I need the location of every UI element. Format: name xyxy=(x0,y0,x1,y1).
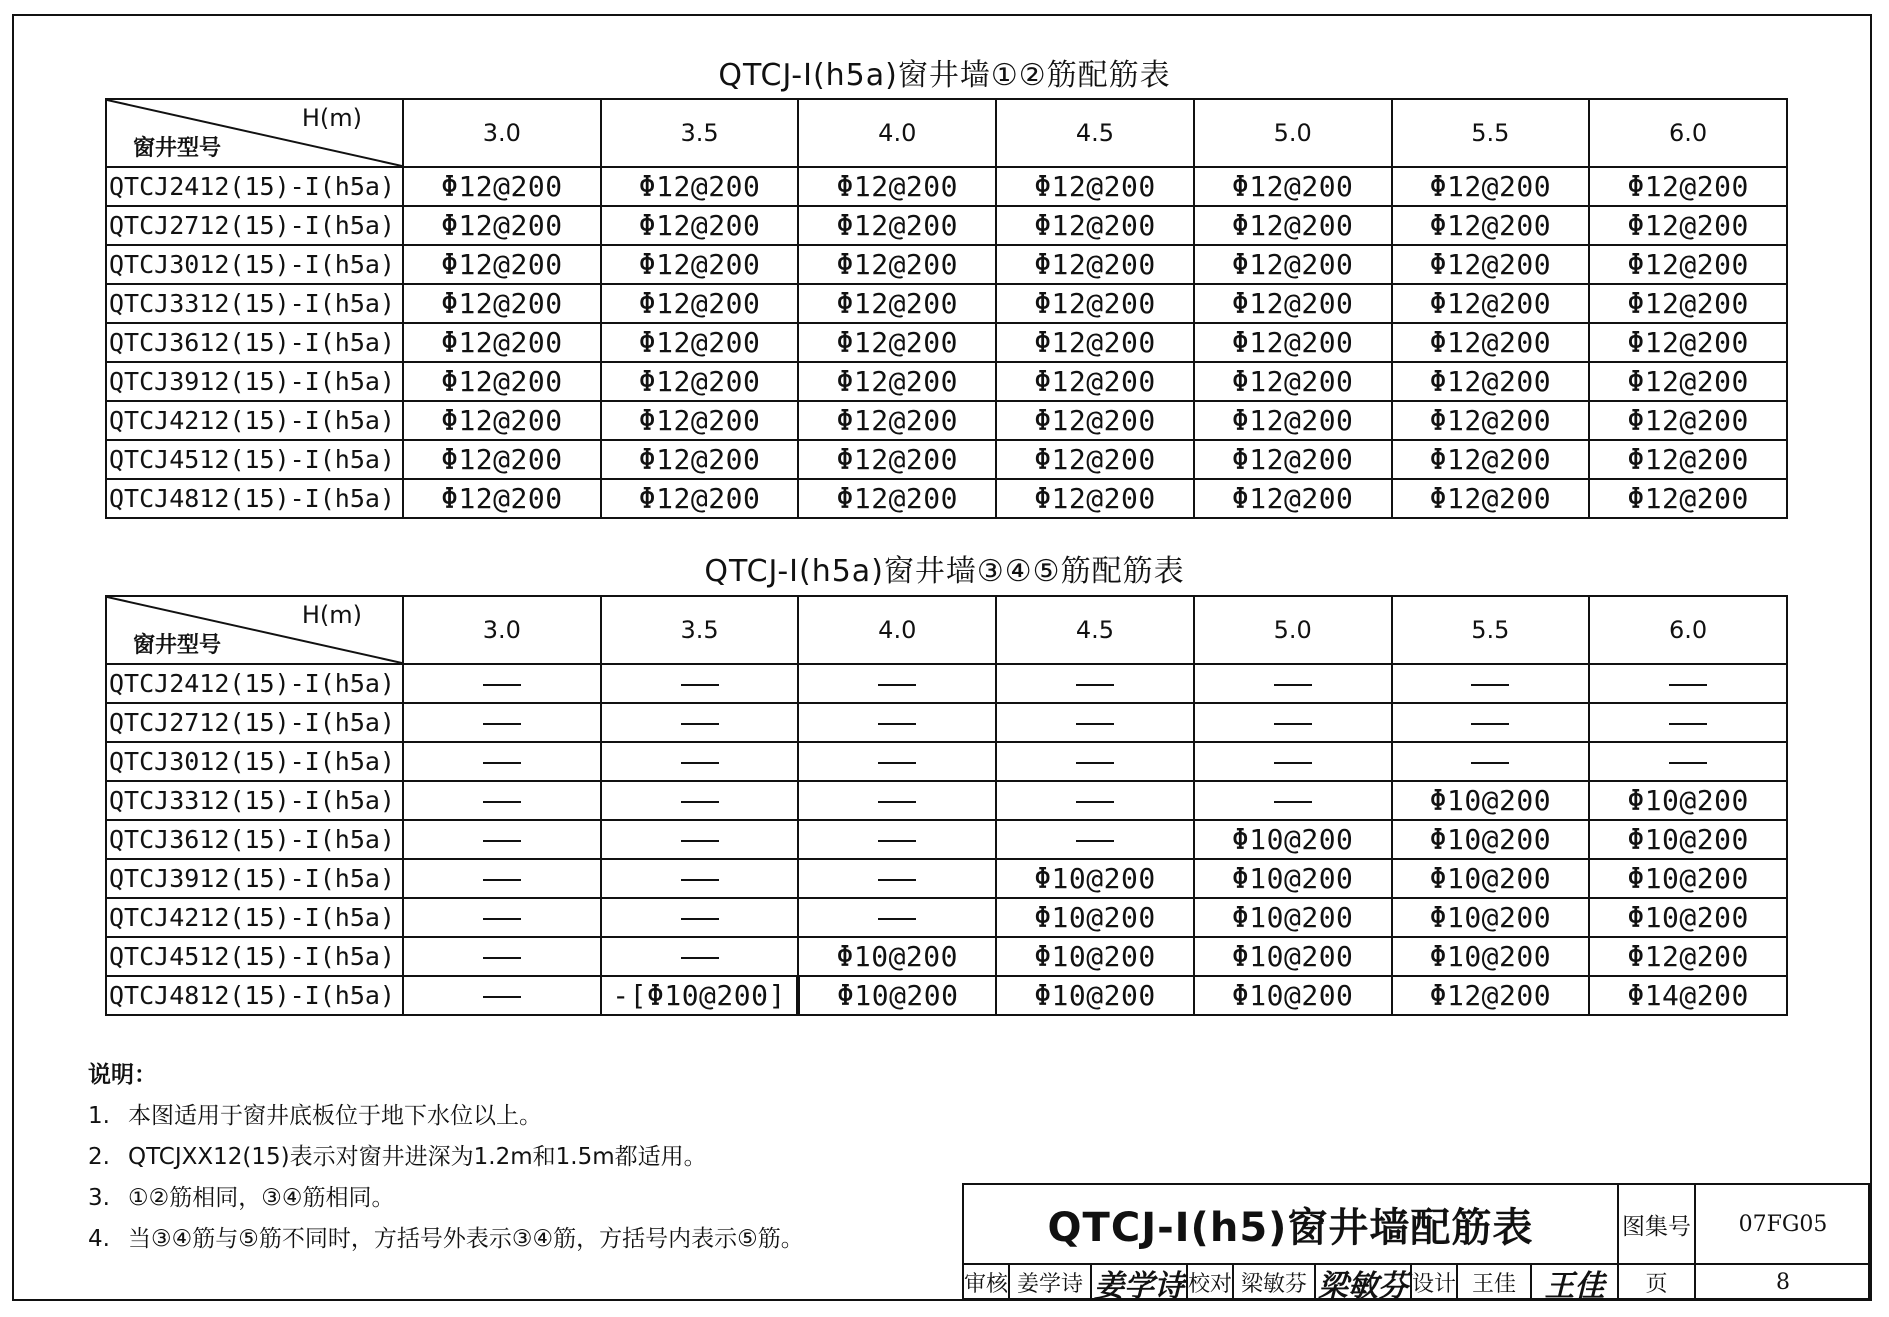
empty-value-cell xyxy=(798,898,996,937)
rebar-value-cell: Φ12@200 xyxy=(1589,284,1787,323)
model-cell: QTCJ4212(15)-I(h5a) xyxy=(106,898,403,937)
dash-mark xyxy=(1274,684,1312,687)
table-row xyxy=(106,401,1787,440)
dash-mark xyxy=(681,801,719,804)
table1-col-header: 3.5 xyxy=(601,99,799,167)
empty-value-cell xyxy=(798,703,996,742)
table2-col-header: 4.0 xyxy=(798,596,996,664)
table-row xyxy=(106,742,1787,781)
rebar-value-cell: Φ12@200 xyxy=(798,401,996,440)
dash-mark xyxy=(1669,723,1707,726)
rebar-value-cell: Φ12@200 xyxy=(798,206,996,245)
page-number: 8 xyxy=(1776,1270,1790,1295)
dash-mark xyxy=(681,840,719,843)
rebar-value-cell: Φ12@200 xyxy=(601,284,799,323)
rebar-value-cell: Φ10@200 xyxy=(1392,859,1590,898)
table2-col-header: 3.0 xyxy=(403,596,601,664)
rebar-value-cell: Φ12@200 xyxy=(601,206,799,245)
dash-mark xyxy=(1274,801,1312,804)
table-row xyxy=(106,820,1787,859)
table1-corner-header xyxy=(106,99,403,167)
model-cell: QTCJ4512(15)-I(h5a) xyxy=(106,440,403,479)
empty-value-cell xyxy=(1392,664,1590,703)
rebar-value-cell: Φ12@200 xyxy=(1194,401,1392,440)
empty-value-cell xyxy=(798,820,996,859)
empty-value-cell xyxy=(1589,664,1787,703)
model-cell: QTCJ2712(15)-I(h5a) xyxy=(106,703,403,742)
note-text: QTCJXX12(15)表示对窗井进深为1.2m和1.5m都适用。 xyxy=(128,1144,707,1170)
dash-mark xyxy=(1471,723,1509,726)
empty-value-cell xyxy=(403,781,601,820)
rebar-value-cell: Φ10@200 xyxy=(1589,859,1787,898)
rebar-value-cell: Φ12@200 xyxy=(601,245,799,284)
table1-col-header: 4.5 xyxy=(996,99,1194,167)
rebar-value-cell: Φ12@200 xyxy=(1392,440,1590,479)
table1-header-model: 窗井型号 xyxy=(133,136,222,161)
rebar-value-cell: Φ10@200 xyxy=(996,937,1194,976)
rebar-value-cell: Φ10@200 xyxy=(1392,898,1590,937)
rebar-value-cell: Φ12@200 xyxy=(403,362,601,401)
note-number: 2. xyxy=(88,1144,110,1170)
drawing-title: QTCJ-I(h5)窗井墙配筋表 xyxy=(964,1185,1619,1265)
note-text: 本图适用于窗井底板位于地下水位以上。 xyxy=(128,1103,542,1129)
table1-col-header: 6.0 xyxy=(1589,99,1787,167)
note-item xyxy=(88,1096,804,1137)
table1-title: QTCJ-I(h5a)窗井墙①②筋配筋表 xyxy=(718,58,1171,93)
dash-mark xyxy=(1076,684,1114,687)
dash-mark xyxy=(483,723,521,726)
rebar-value-cell: -[Φ10@200] xyxy=(601,976,799,1015)
dash-mark xyxy=(878,918,916,921)
rebar-value-cell: Φ12@200 xyxy=(403,167,601,206)
rebar-value-cell: Φ12@200 xyxy=(798,479,996,518)
empty-value-cell xyxy=(798,742,996,781)
dash-mark xyxy=(681,684,719,687)
designer-name: 王佳 xyxy=(1458,1265,1532,1300)
notes xyxy=(88,1055,804,1260)
rebar-value-cell: Φ12@200 xyxy=(1392,479,1590,518)
empty-value-cell xyxy=(403,898,601,937)
rebar-value-cell: Φ12@200 xyxy=(403,323,601,362)
rebar-value-cell: Φ12@200 xyxy=(601,167,799,206)
note-number: 3. xyxy=(88,1185,110,1211)
rebar-value-cell: Φ12@200 xyxy=(798,284,996,323)
note-text: 当③④筋与⑤筋不同时，方括号外表示③④筋，方括号内表示⑤筋。 xyxy=(128,1226,804,1252)
model-cell: QTCJ3312(15)-I(h5a) xyxy=(106,284,403,323)
empty-value-cell xyxy=(601,859,799,898)
dash-mark xyxy=(878,840,916,843)
rebar-value-cell: Φ12@200 xyxy=(1392,401,1590,440)
empty-value-cell xyxy=(1194,742,1392,781)
empty-value-cell xyxy=(996,664,1194,703)
empty-value-cell xyxy=(601,742,799,781)
rebar-value-cell: Φ10@200 xyxy=(1589,820,1787,859)
dash-mark xyxy=(1471,762,1509,765)
reviewer-name: 姜学诗 xyxy=(1010,1265,1092,1300)
rebar-value-cell: Φ10@200 xyxy=(1392,781,1590,820)
rebar-value-cell: Φ12@200 xyxy=(1392,323,1590,362)
model-cell: QTCJ2712(15)-I(h5a) xyxy=(106,206,403,245)
rebar-value-cell: Φ12@200 xyxy=(996,206,1194,245)
rebar-value-cell: Φ12@200 xyxy=(1194,440,1392,479)
rebar-value-cell: Φ12@200 xyxy=(1589,401,1787,440)
dash-mark xyxy=(483,684,521,687)
table1-col-header: 5.5 xyxy=(1392,99,1590,167)
dash-mark xyxy=(1076,723,1114,726)
rebar-value-cell: Φ12@200 xyxy=(601,440,799,479)
rebar-value-cell: Φ12@200 xyxy=(1589,937,1787,976)
table-row xyxy=(106,664,1787,703)
empty-value-cell xyxy=(798,859,996,898)
rebar-value-cell: Φ12@200 xyxy=(1194,323,1392,362)
rebar-value-cell: Φ12@200 xyxy=(798,167,996,206)
table2-header-h: H(m) xyxy=(301,601,362,629)
dash-mark xyxy=(681,879,719,882)
table-row xyxy=(106,245,1787,284)
dash-mark xyxy=(1274,723,1312,726)
table-row xyxy=(106,206,1787,245)
empty-value-cell xyxy=(403,703,601,742)
table2 xyxy=(105,595,1788,1016)
rebar-value-cell: Φ10@200 xyxy=(1194,859,1392,898)
dash-mark xyxy=(1274,762,1312,765)
table-row xyxy=(106,703,1787,742)
note-item xyxy=(88,1178,804,1219)
dash-mark xyxy=(1076,801,1114,804)
rebar-value-cell: Φ12@200 xyxy=(798,362,996,401)
dash-mark xyxy=(1471,684,1509,687)
model-cell: QTCJ3612(15)-I(h5a) xyxy=(106,323,403,362)
rebar-value-cell: Φ12@200 xyxy=(601,401,799,440)
table1-header-h: H(m) xyxy=(301,104,362,132)
rebar-value-cell: Φ12@200 xyxy=(996,284,1194,323)
rebar-value-cell: Φ12@200 xyxy=(996,401,1194,440)
dash-mark xyxy=(483,996,521,999)
empty-value-cell xyxy=(601,781,799,820)
rebar-value-cell: Φ10@200 xyxy=(1194,937,1392,976)
empty-value-cell xyxy=(1194,781,1392,820)
dash-mark xyxy=(483,918,521,921)
table1 xyxy=(105,98,1788,519)
table-row xyxy=(106,937,1787,976)
dash-mark xyxy=(681,957,719,960)
table-row xyxy=(106,479,1787,518)
rebar-value-cell: Φ10@200 xyxy=(798,937,996,976)
rebar-value-cell: Φ12@200 xyxy=(996,440,1194,479)
table-row xyxy=(106,362,1787,401)
note-text: ①②筋相同，③④筋相同。 xyxy=(128,1185,395,1211)
note-number: 1. xyxy=(88,1103,110,1129)
rebar-value-cell: Φ12@200 xyxy=(996,479,1194,518)
rebar-value-cell: Φ10@200 xyxy=(1194,820,1392,859)
rebar-value-cell: Φ10@200 xyxy=(1392,937,1590,976)
rebar-value-cell: Φ10@200 xyxy=(996,898,1194,937)
table-row xyxy=(106,167,1787,206)
check-label: 校对 xyxy=(1188,1265,1234,1300)
table1-col-header: 3.0 xyxy=(403,99,601,167)
note-item xyxy=(88,1137,804,1178)
dash-mark xyxy=(878,762,916,765)
table2-col-header: 5.0 xyxy=(1194,596,1392,664)
rebar-value-cell: Φ12@200 xyxy=(403,206,601,245)
rebar-value-cell: Φ12@200 xyxy=(1589,206,1787,245)
empty-value-cell xyxy=(601,664,799,703)
rebar-value-cell: Φ12@200 xyxy=(996,245,1194,284)
table1-col-header: 5.0 xyxy=(1194,99,1392,167)
empty-value-cell xyxy=(601,898,799,937)
empty-value-cell xyxy=(996,781,1194,820)
table-row xyxy=(106,323,1787,362)
rebar-value-cell: Φ10@200 xyxy=(1589,781,1787,820)
model-cell: QTCJ4512(15)-I(h5a) xyxy=(106,937,403,976)
rebar-value-cell: Φ12@200 xyxy=(403,284,601,323)
rebar-value-cell: Φ12@200 xyxy=(1194,284,1392,323)
designer-signature: 王佳 xyxy=(1532,1265,1619,1300)
checker-name: 梁敏芬 xyxy=(1234,1265,1316,1300)
model-cell: QTCJ2412(15)-I(h5a) xyxy=(106,664,403,703)
model-cell: QTCJ3912(15)-I(h5a) xyxy=(106,859,403,898)
model-cell: QTCJ2412(15)-I(h5a) xyxy=(106,167,403,206)
rebar-value-cell: Φ10@200 xyxy=(798,976,996,1015)
empty-value-cell xyxy=(1194,664,1392,703)
checker-signature: 梁敏芬 xyxy=(1316,1265,1412,1300)
rebar-value-cell: Φ12@200 xyxy=(1392,206,1590,245)
rebar-value-cell: Φ12@200 xyxy=(1392,976,1590,1015)
empty-value-cell xyxy=(601,937,799,976)
rebar-value-cell: Φ12@200 xyxy=(601,479,799,518)
rebar-value-cell: Φ12@200 xyxy=(1589,167,1787,206)
empty-value-cell xyxy=(798,781,996,820)
rebar-value-cell: Φ12@200 xyxy=(996,362,1194,401)
table-row xyxy=(106,440,1787,479)
rebar-value-cell: Φ10@200 xyxy=(996,976,1194,1015)
rebar-value-cell: Φ12@200 xyxy=(601,362,799,401)
table2-corner-header xyxy=(106,596,403,664)
rebar-value-cell: Φ12@200 xyxy=(1589,245,1787,284)
dash-mark xyxy=(681,723,719,726)
rebar-value-cell: Φ12@200 xyxy=(1392,245,1590,284)
page-label: 页 xyxy=(1619,1265,1696,1300)
empty-value-cell xyxy=(1194,703,1392,742)
dash-mark xyxy=(483,801,521,804)
rebar-value-cell: Φ10@200 xyxy=(1392,820,1590,859)
empty-value-cell xyxy=(601,703,799,742)
model-cell: QTCJ3312(15)-I(h5a) xyxy=(106,781,403,820)
rebar-value-cell: Φ12@200 xyxy=(403,245,601,284)
empty-value-cell xyxy=(601,820,799,859)
table2-col-header: 4.5 xyxy=(996,596,1194,664)
dash-mark xyxy=(1669,762,1707,765)
rebar-value-cell: Φ10@200 xyxy=(996,859,1194,898)
table2-col-header: 6.0 xyxy=(1589,596,1787,664)
table2-col-header: 5.5 xyxy=(1392,596,1590,664)
rebar-value-cell: Φ12@200 xyxy=(1392,167,1590,206)
dash-mark xyxy=(1076,762,1114,765)
rebar-value-cell: Φ12@200 xyxy=(798,440,996,479)
rebar-value-cell: Φ12@200 xyxy=(1194,362,1392,401)
rebar-value-cell: Φ12@200 xyxy=(996,323,1194,362)
model-cell: QTCJ3012(15)-I(h5a) xyxy=(106,245,403,284)
rebar-value-cell: Φ12@200 xyxy=(1194,479,1392,518)
rebar-value-cell: Φ12@200 xyxy=(798,245,996,284)
rebar-value-cell: Φ12@200 xyxy=(1194,245,1392,284)
rebar-value-cell: Φ10@200 xyxy=(1194,898,1392,937)
title-block xyxy=(962,1183,1870,1304)
dash-mark xyxy=(483,762,521,765)
model-cell: QTCJ3012(15)-I(h5a) xyxy=(106,742,403,781)
rebar-value-cell: Φ12@200 xyxy=(1392,284,1590,323)
dash-mark xyxy=(483,957,521,960)
empty-value-cell xyxy=(996,703,1194,742)
model-cell: QTCJ4812(15)-I(h5a) xyxy=(106,479,403,518)
rebar-value-cell: Φ12@200 xyxy=(798,323,996,362)
model-cell: QTCJ4812(15)-I(h5a) xyxy=(106,976,403,1015)
model-cell: QTCJ3612(15)-I(h5a) xyxy=(106,820,403,859)
rebar-value-cell: Φ12@200 xyxy=(403,479,601,518)
dash-mark xyxy=(878,684,916,687)
model-cell: QTCJ4212(15)-I(h5a) xyxy=(106,401,403,440)
rebar-value-cell: Φ12@200 xyxy=(996,167,1194,206)
rebar-value-cell: Φ14@200 xyxy=(1589,976,1787,1015)
note-item xyxy=(88,1219,804,1260)
rebar-value-cell: Φ12@200 xyxy=(1392,362,1590,401)
table2-header-model: 窗井型号 xyxy=(133,633,222,658)
empty-value-cell xyxy=(996,742,1194,781)
empty-value-cell xyxy=(403,742,601,781)
empty-value-cell xyxy=(1392,742,1590,781)
rebar-value-cell: Φ10@200 xyxy=(1194,976,1392,1015)
table-row xyxy=(106,898,1787,937)
empty-value-cell xyxy=(403,976,601,1015)
rebar-value-cell: Φ12@200 xyxy=(601,323,799,362)
table-row xyxy=(106,781,1787,820)
dash-mark xyxy=(681,762,719,765)
empty-value-cell xyxy=(798,664,996,703)
rebar-value-cell: Φ12@200 xyxy=(403,401,601,440)
table1-col-header: 4.0 xyxy=(798,99,996,167)
rebar-value-cell: Φ10@200 xyxy=(1589,898,1787,937)
rebar-value-cell: Φ12@200 xyxy=(1589,323,1787,362)
rebar-value-cell: Φ12@200 xyxy=(1589,362,1787,401)
review-label: 审核 xyxy=(964,1265,1010,1300)
dash-mark xyxy=(483,879,521,882)
empty-value-cell xyxy=(1589,703,1787,742)
table2-col-header: 3.5 xyxy=(601,596,799,664)
dash-mark xyxy=(1669,684,1707,687)
dash-mark xyxy=(878,723,916,726)
empty-value-cell xyxy=(1392,703,1590,742)
dash-mark xyxy=(483,840,521,843)
dash-mark xyxy=(878,801,916,804)
rebar-value-cell: Φ12@200 xyxy=(1589,440,1787,479)
empty-value-cell xyxy=(403,859,601,898)
empty-value-cell xyxy=(403,937,601,976)
notes-heading: 说明： xyxy=(88,1062,157,1088)
atlas-number: 07FG05 xyxy=(1696,1185,1870,1265)
rebar-value-cell: Φ12@200 xyxy=(403,440,601,479)
table-row xyxy=(106,976,1787,1015)
empty-value-cell xyxy=(996,820,1194,859)
empty-value-cell xyxy=(403,664,601,703)
dash-mark xyxy=(878,879,916,882)
table2-title: QTCJ-I(h5a)窗井墙③④⑤筋配筋表 xyxy=(704,554,1185,589)
reviewer-signature: 姜学诗 xyxy=(1092,1265,1188,1300)
table-row xyxy=(106,859,1787,898)
rebar-value-cell: Φ12@200 xyxy=(1194,206,1392,245)
rebar-value-cell: Φ12@200 xyxy=(1589,479,1787,518)
design-label: 设计 xyxy=(1412,1265,1458,1300)
empty-value-cell xyxy=(403,820,601,859)
rebar-value-cell: Φ12@200 xyxy=(1194,167,1392,206)
note-number: 4. xyxy=(88,1226,110,1252)
dash-mark xyxy=(681,918,719,921)
atlas-label: 图集号 xyxy=(1619,1185,1696,1265)
model-cell: QTCJ3912(15)-I(h5a) xyxy=(106,362,403,401)
table-row xyxy=(106,284,1787,323)
dash-mark xyxy=(1076,840,1114,843)
empty-value-cell xyxy=(1589,742,1787,781)
